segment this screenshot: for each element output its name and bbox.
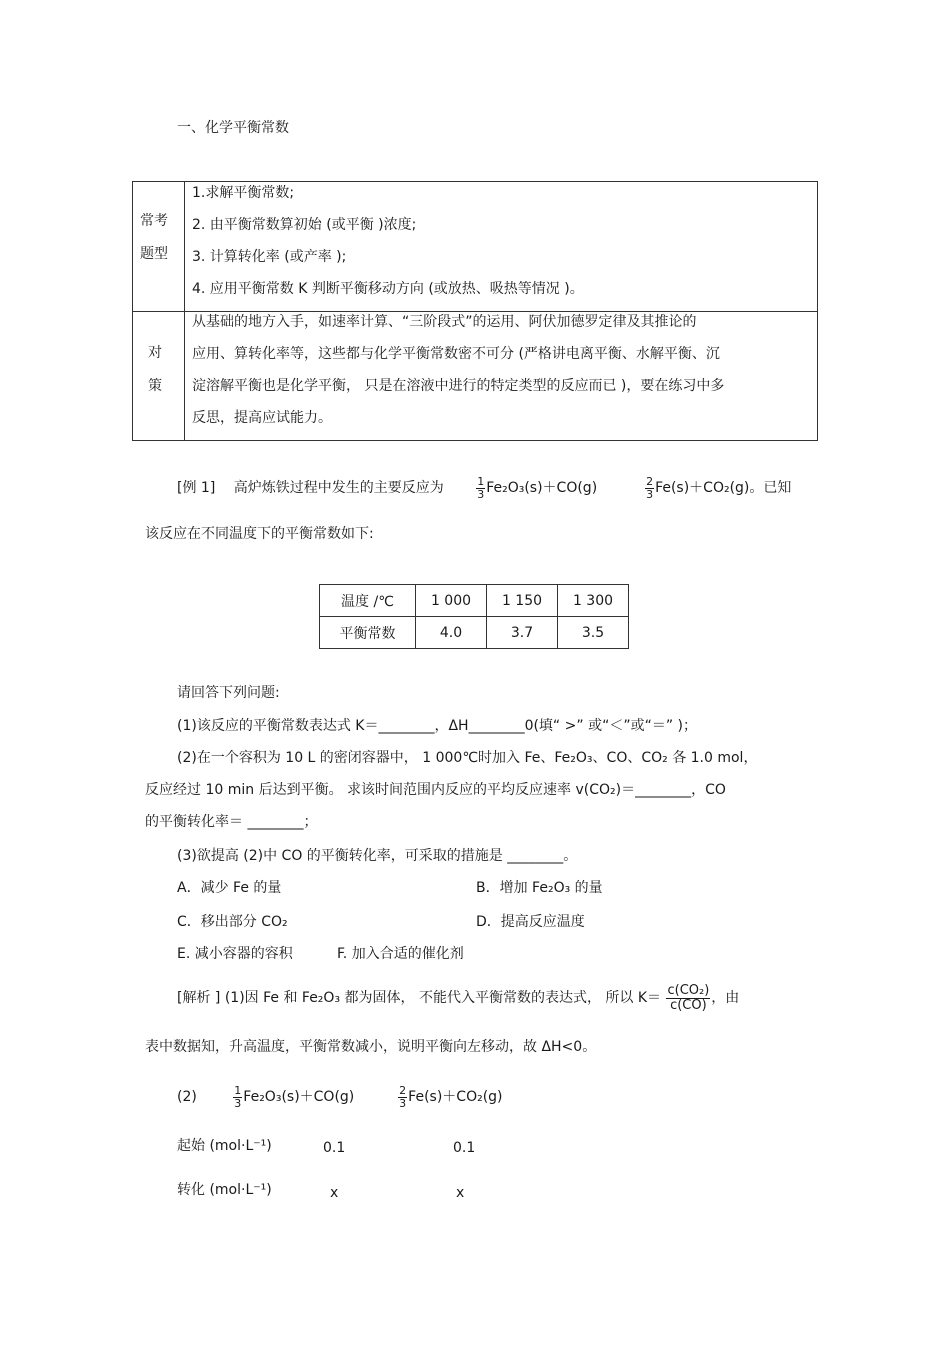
start-co2-value: 0.1: [453, 1140, 476, 1156]
fraction-denominator: 3: [477, 487, 485, 501]
fraction: [645, 476, 654, 500]
label-strategy-2: 策: [148, 378, 162, 394]
example-tag: [例 1]: [177, 480, 216, 497]
questions-prompt: 请回答下列问题:: [177, 685, 280, 701]
question-2-line-3: 的平衡转化率＝ ________；: [145, 814, 318, 830]
fraction-numerator: 2: [646, 475, 654, 488]
strategy-line: 反思，提高应试能力。: [192, 410, 332, 426]
analysis-line-1: [177, 980, 739, 1016]
table-row: [320, 585, 629, 617]
fraction: [233, 1085, 242, 1109]
strategy-line: 从基础的地方入手，如速率计算、“三阶段式”的运用、阿伏加德罗定律及其推论的: [192, 314, 697, 330]
label-strategy-1: 对: [148, 345, 162, 361]
strategy-line: 应用、算转化率等，这些都与化学平衡常数密不可分 (严格讲电离平衡、水解平衡、沉: [192, 346, 720, 362]
part-label: (2): [177, 1089, 197, 1105]
section-title: 一、化学平衡常数: [177, 120, 289, 136]
strategy-line: 淀溶解平衡也是化学平衡， 只是在溶液中进行的特定类型的反应而已 )，要在练习中多: [192, 378, 725, 394]
analysis-equation: [177, 1082, 503, 1112]
exam-item: 1.求解平衡常数;: [192, 185, 295, 201]
table-cell: 3.7: [487, 617, 558, 649]
table-cell: 3.5: [558, 617, 629, 649]
reaction-products: Fe(s)＋CO₂(g)。已知: [655, 480, 792, 497]
equation-products: Fe(s)＋CO₂(g): [408, 1089, 503, 1105]
fraction: [398, 1085, 407, 1109]
analysis-text: [解析 ] (1)因 Fe 和 Fe₂O₃ 都为固体， 不能代入平衡常数的表达式， 所以 K＝: [177, 990, 662, 1006]
table-row: [320, 617, 629, 649]
k-numerator: c(CO₂): [667, 982, 710, 998]
table-header-cell: 温度 /℃: [320, 585, 416, 617]
fraction-numerator: 1: [234, 1083, 242, 1097]
table-header-cell: 平衡常数: [320, 617, 416, 649]
change-co2-value: x: [456, 1185, 465, 1201]
table-cell: 1 150: [487, 585, 558, 617]
option-f: F. 加入合适的催化剂: [337, 946, 464, 962]
table-divider: [133, 311, 817, 312]
fraction: [476, 476, 485, 500]
example-intro: 高炉炼铁过程中发生的主要反应为: [233, 480, 444, 497]
change-co-value: x: [330, 1185, 339, 1201]
fraction-denominator: 3: [646, 487, 654, 501]
option-a: A．减少 Fe 的量: [177, 880, 282, 896]
exam-item: 2. 由平衡常数算初始 (或平衡 )浓度;: [192, 217, 417, 233]
exam-item: 3. 计算转化率 (或产率 );: [192, 249, 347, 265]
label-exam-types-2: 题型: [140, 246, 168, 262]
table-cell: 1 000: [416, 585, 487, 617]
option-d: D．提高反应温度: [476, 914, 585, 930]
option-b: B．增加 Fe₂O₃ 的量: [476, 880, 603, 896]
question-2-line-2: 反应经过 10 min 后达到平衡。 求该时间范围内反应的平均反应速率 v(CO₂)＝________，CO: [145, 782, 726, 798]
start-co-value: 0.1: [323, 1140, 346, 1156]
table-cell: 1 300: [558, 585, 629, 617]
question-1: (1)该反应的平衡常数表达式 K＝________，ΔH________0(填“ >” 或“＜”或“＝” )；: [177, 718, 697, 734]
question-3: (3)欲提高 (2)中 CO 的平衡转化率，可采取的措施是 ________。: [177, 848, 578, 864]
start-label: 起始 (mol·L⁻¹): [177, 1138, 272, 1154]
option-e: E. 减小容器的容积: [177, 946, 293, 962]
fraction-numerator: 2: [399, 1083, 407, 1097]
equilibrium-constant-table: [319, 584, 629, 649]
analysis-line-2: 表中数据知，升高温度，平衡常数减小，说明平衡向左移动，故 ΔH<0。: [145, 1039, 597, 1055]
analysis-tail: ，由: [711, 990, 740, 1006]
fraction-denominator: 3: [234, 1096, 242, 1110]
exam-item: 4. 应用平衡常数 K 判断平衡移动方向 (或放热、吸热等情况 )。: [192, 281, 584, 297]
table-cell: 4.0: [416, 617, 487, 649]
example-line-2: 该反应在不同温度下的平衡常数如下:: [145, 526, 374, 542]
k-denominator: c(CO): [670, 997, 707, 1013]
fraction-denominator: 3: [399, 1096, 407, 1110]
option-c: C．移出部分 CO₂: [177, 914, 288, 930]
equation-reactants: Fe₂O₃(s)＋CO(g): [243, 1089, 355, 1105]
fraction-numerator: 1: [477, 475, 485, 488]
example-line-1: [177, 476, 791, 500]
reaction-reactants: Fe₂O₃(s)＋CO(g): [486, 480, 598, 497]
change-label: 转化 (mol·L⁻¹): [177, 1182, 272, 1198]
question-2-line-1: (2)在一个容积为 10 L 的密闭容器中， 1 000℃时加入 Fe、Fe₂O₃、CO、CO₂ 各 1.0 mol，: [177, 750, 758, 766]
label-exam-types-1: 常考: [140, 213, 168, 229]
k-expression: [666, 984, 710, 1012]
